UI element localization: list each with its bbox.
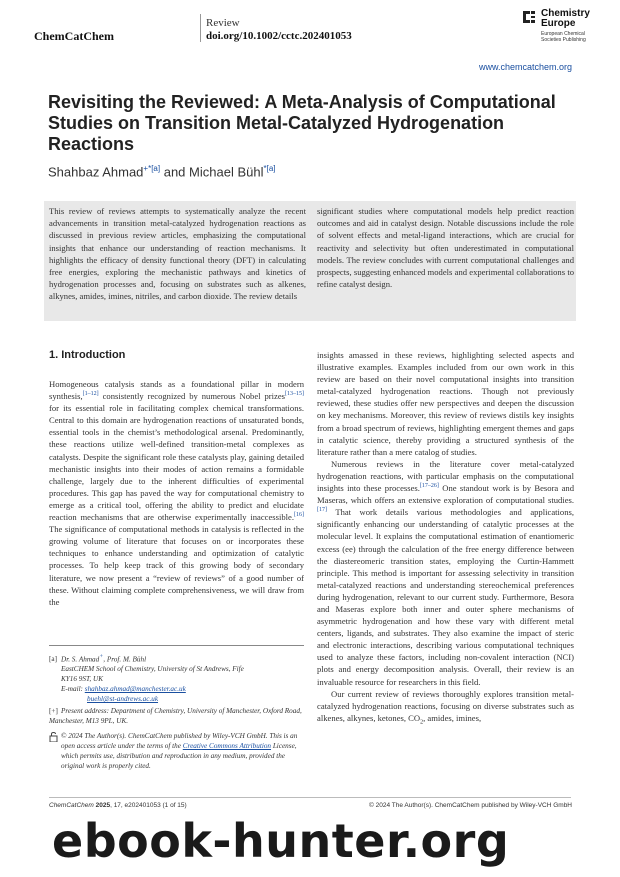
journal-website-link[interactable]: www.chemcatchem.org — [478, 62, 572, 72]
abstract-text-left: This review of reviews attempts to systematically analyze the recent advancements in transition metal-catalyzed hydrogenation reactions as discussed in previous review articles, emphasizing the computational insights that enhance our understanding of reaction mechanisms. It highlights the efficacy of density functional theory (DFT) in calculating free energies, exploring the mechanistic pathways and kinetics of hydrogenation processes and, focusing on substrates such as alkenes, alkynes, amides, imines, nitriles, and carbon dioxide. The review details — [49, 206, 306, 302]
header-divider — [200, 14, 201, 42]
body-column-left — [49, 378, 304, 608]
body-column-right — [317, 349, 574, 729]
citation-line: ChemCatChem 2025, 17, e202401053 (1 of 15) — [49, 802, 187, 809]
footer-divider — [49, 797, 571, 798]
footnote-divider — [49, 645, 304, 646]
author-1: Shahbaz Ahmad — [48, 164, 144, 180]
email-link[interactable]: shahbaz.ahmad@manchester.ac.uk — [84, 685, 186, 694]
abstract-text-right: significant studies where computational models help predict reaction outcomes and aid in catalyst design. Notable discussions include the role of solvent effects and metal-ligand interactions, which are crucial for reactivity and selectivity but often underestimated in computational models. The review concludes with current computational challenges and prospects, suggesting enhanced models and experimental collaborations to refine catalyst design. — [317, 206, 574, 290]
paragraph: Our current review of reviews thoroughly explores transition metal-catalyzed hydrogenation reactions, focusing on diverse substrates such as alkenes, alkynes, ketones, $CO_2$, amides, imines, — [317, 688, 574, 726]
footnote-license: © 2024 The Author(s). ChemCatChem published by Wiley-VCH GmbH. This is an open access article under the terms of the Creative Commons Attribution License, which permits use, distribution and reproduction in any medium, provided the original work is properly cited. — [61, 732, 298, 770]
article-type: Review — [206, 17, 240, 29]
doi-link[interactable]: doi.org/10.1002/cctc.202401053 — [206, 30, 352, 42]
author-list: Shahbaz Ahmad$^{+*[a]}$ and Michael Bühl$^{*[a]}$ — [48, 164, 276, 180]
citation-link[interactable]: [13–15] — [285, 391, 304, 398]
email-link[interactable]: buehl@st-andrews.ac.uk — [87, 695, 159, 704]
watermark-text: ebook-hunter.org — [52, 814, 510, 868]
author-2: Michael Bühl — [189, 164, 264, 180]
article-title: Revisiting the Reviewed: A Meta-Analysis of Computational Studies on Transition Metal-Catalyzed Hydrogenation Reactions — [48, 92, 556, 154]
paragraph: Homogeneous catalysis stands as a foundational pillar in modern synthesis,[1–12] consistently recognized by numerous Nobel prizes[13–15] for its essential role in facilitating complex chemical transformations. Central to this domain are hydrogenation reactions of unsaturated bonds, essential tools in the chemist’s methodological arsenal. Predominantly, these reactions utilize well-defined transition-metal complexes as catalysts. Despite the significant role these catalysts play, gaining detailed mechanistic insights into their modes of action remains a formidable challenge, largely due to the inherent difficulties of experimental procedures. This gap has paved the way for computational chemistry to emerge as a critical tool, offering the ability to predict and elucidate reaction mechanisms that are otherwise experimentally inaccessible.[16] The significance of computational methods in catalysis is reflected in the growing volume of literature that focuses on or incorporates these techniques to enhance understanding and optimization of catalytic processes. To help keep track of this growing body of secondary literature, we now present a “review of reviews” of a good number of these. Without claiming complete comprehensiveness, we will draw from the — [49, 379, 304, 607]
publisher-logo-icon — [521, 9, 537, 25]
license-link[interactable]: Creative Commons Attribution — [182, 742, 272, 750]
citation-link[interactable]: [16] — [294, 512, 304, 519]
footnote-present-address: [+] Present address: Department of Chemistry, University of Manchester, Oxford Road, Manchester, M13 9PL, UK. — [49, 707, 302, 725]
publisher-subtitle: European Chemical Societies Publishing — [541, 31, 586, 43]
paragraph: Numerous reviews in the literature cover metal-catalyzed hydrogenation reactions, with particular emphasis on the computational insights into these processes.[17–26] One standout work is by Besora and Maseras, which offers an extensive exploration of computational studies.[17] That work details various methodologies and applications, significantly enhancing our understanding of catalytic processes at the molecular level. It explains the computational estimation of enantiomeric excess (ee) through the calculation of the free energy difference between the diastereomeric transition states, employing the Curtin-Hammett principle. This method is important for assessing selectivity in transition metal-catalyzed reactions and understanding stereochemical preferences during hydrogenation, relevant to our current study. Furthermore, Besora and Maseras explore both inner and outer sphere mechanisms of asymmetric hydrogenation and how these vary with different metal centers, ligands, and substrates. They also examine the impact of steric and electronic interactions, describing various computational techniques used to analyze these factors, including non-covalent interaction (NCI) plots and energy decomposition analysis. Overall, their review is an invaluable resource for researchers in this field. — [317, 458, 574, 687]
citation-link[interactable]: [17–26] — [419, 483, 439, 490]
citation-link[interactable]: [17] — [317, 507, 327, 514]
citation-link[interactable]: [1–12] — [82, 391, 99, 398]
author-2-affiliation[interactable]: [a] — [266, 164, 276, 173]
footnote-affiliation: [a] Dr. S. Ahmad+, Prof. M. Bühl EastCHEM School of Chemistry, University of St Andrews, Fife KY16 9ST, UK E-mail: shahbaz.ahmad@manchester.ac.uk buehl@st-andrews.ac.uk — [49, 654, 244, 704]
section-heading-introduction: 1. Introduction — [49, 349, 126, 361]
paragraph: insights amassed in these reviews, highlighting selected aspects and illustrative examples. Examples included from our own work in this review are based on their novel computational insights into transition metal-catalyzed hydrogenation reactions. Though not previously reviewed, these studies offer new perspectives and deepen the discussion on key mechanisms. Moreover, this review of reviews distils key insights from a broad spectrum of reviews, highlighting emergent themes and gaps in catalytic science, thereby providing a structured synthesis of the literature rather than a mere catalog of studies. — [317, 350, 574, 457]
publisher-name: Chemistry Europe — [541, 8, 590, 29]
author-1-affiliation[interactable]: [a] — [151, 164, 161, 173]
copyright-line: © 2024 The Author(s). ChemCatChem published by Wiley-VCH GmbH — [369, 802, 572, 809]
journal-name: ChemCatChem — [34, 29, 114, 43]
